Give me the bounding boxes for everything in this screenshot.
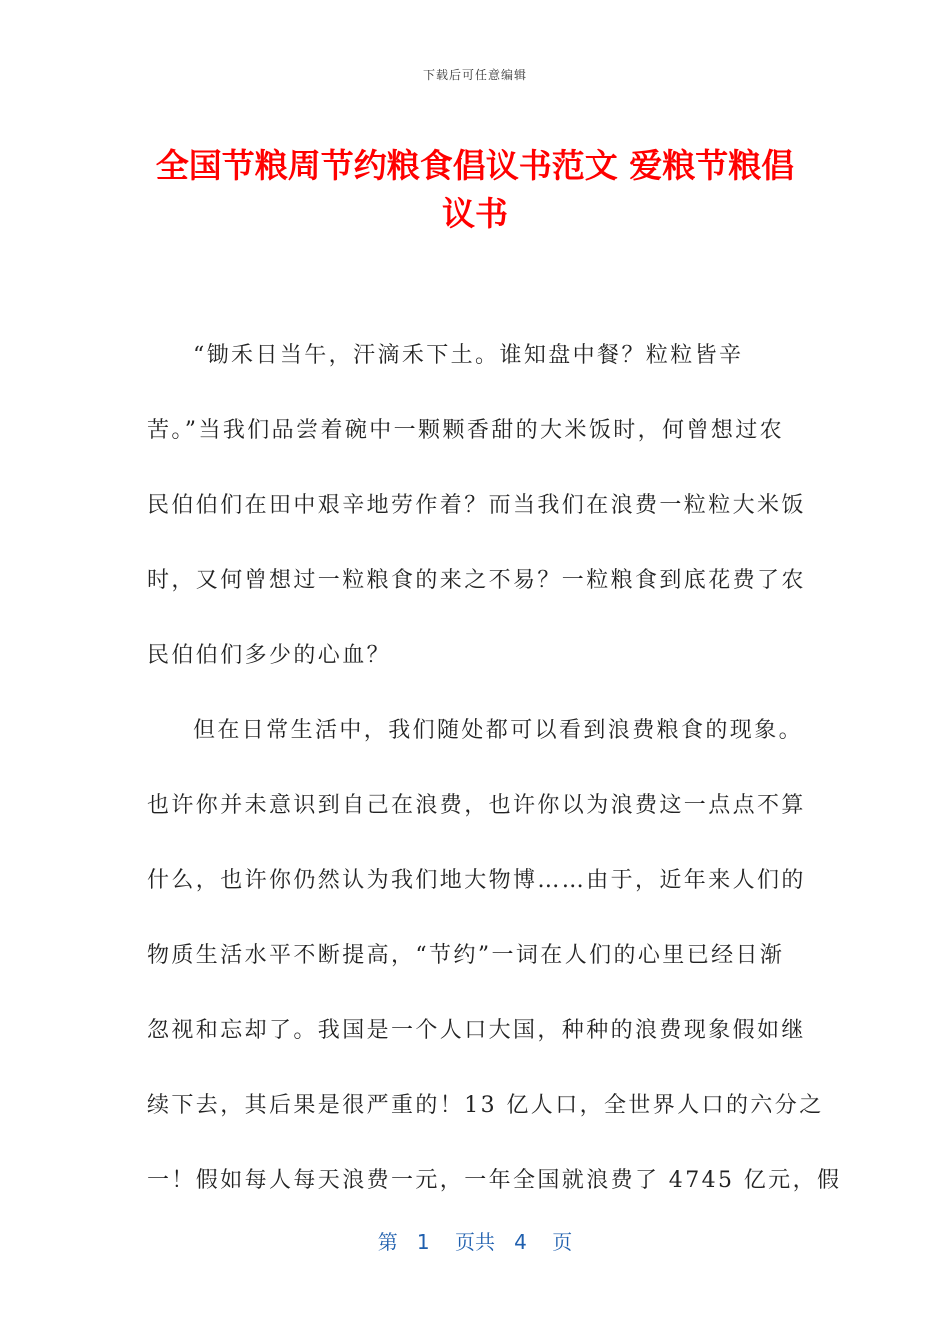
paragraph-1	[147, 318, 806, 693]
text-line: 但在日常生活中，我们随处都可以看到浪费粮食的现象。	[193, 718, 804, 743]
page-label-middle: 页共	[455, 1230, 495, 1254]
page-label-prefix: 第	[377, 1230, 398, 1254]
header-note: 下载后可任意编辑	[422, 68, 527, 82]
document-title: 全国节粮周节约粮食倡议书范文 爱粮节粮倡议书	[155, 146, 795, 233]
text-line: 苦。”当我们品尝着碗中一颗颗香甜的大米饭时，何曾想过农	[147, 418, 785, 443]
text-line: 时，又何曾想过一粒粮食的来之不易？一粒粮食到底花费了农	[147, 568, 806, 593]
page-current: 1	[416, 1230, 430, 1254]
text-line: 续下去，其后果是很严重的！13 亿人口，全世界人口的六分之	[147, 1093, 824, 1118]
page-total: 4	[514, 1230, 527, 1254]
text-line: 什么，也许你仍然认为我们地大物博……由于，近年来人们的	[147, 868, 806, 893]
paragraph-2	[147, 693, 842, 1218]
text-line: 也许你并未意识到自己在浪费，也许你以为浪费这一点点不算	[147, 793, 806, 818]
page-number-footer	[0, 1226, 950, 1255]
text-line: 物质生活水平不断提高，“节约”一词在人们的心里已经日渐	[147, 943, 785, 968]
text-line: “锄禾日当午，汗滴禾下土。谁知盘中餐？粒粒皆辛	[193, 343, 744, 368]
text-line: 民伯伯们在田中艰辛地劳作着？而当我们在浪费一粒粒大米饭	[147, 493, 806, 518]
text-line: 一！假如每人每天浪费一元，一年全国就浪费了 4745 亿元，假	[147, 1168, 842, 1193]
text-line: 忽视和忘却了。我国是一个人口大国，种种的浪费现象假如继	[147, 1018, 806, 1043]
document-body	[147, 318, 842, 1218]
page-label-suffix: 页	[552, 1230, 573, 1254]
text-line: 民伯伯们多少的心血？	[147, 643, 392, 668]
